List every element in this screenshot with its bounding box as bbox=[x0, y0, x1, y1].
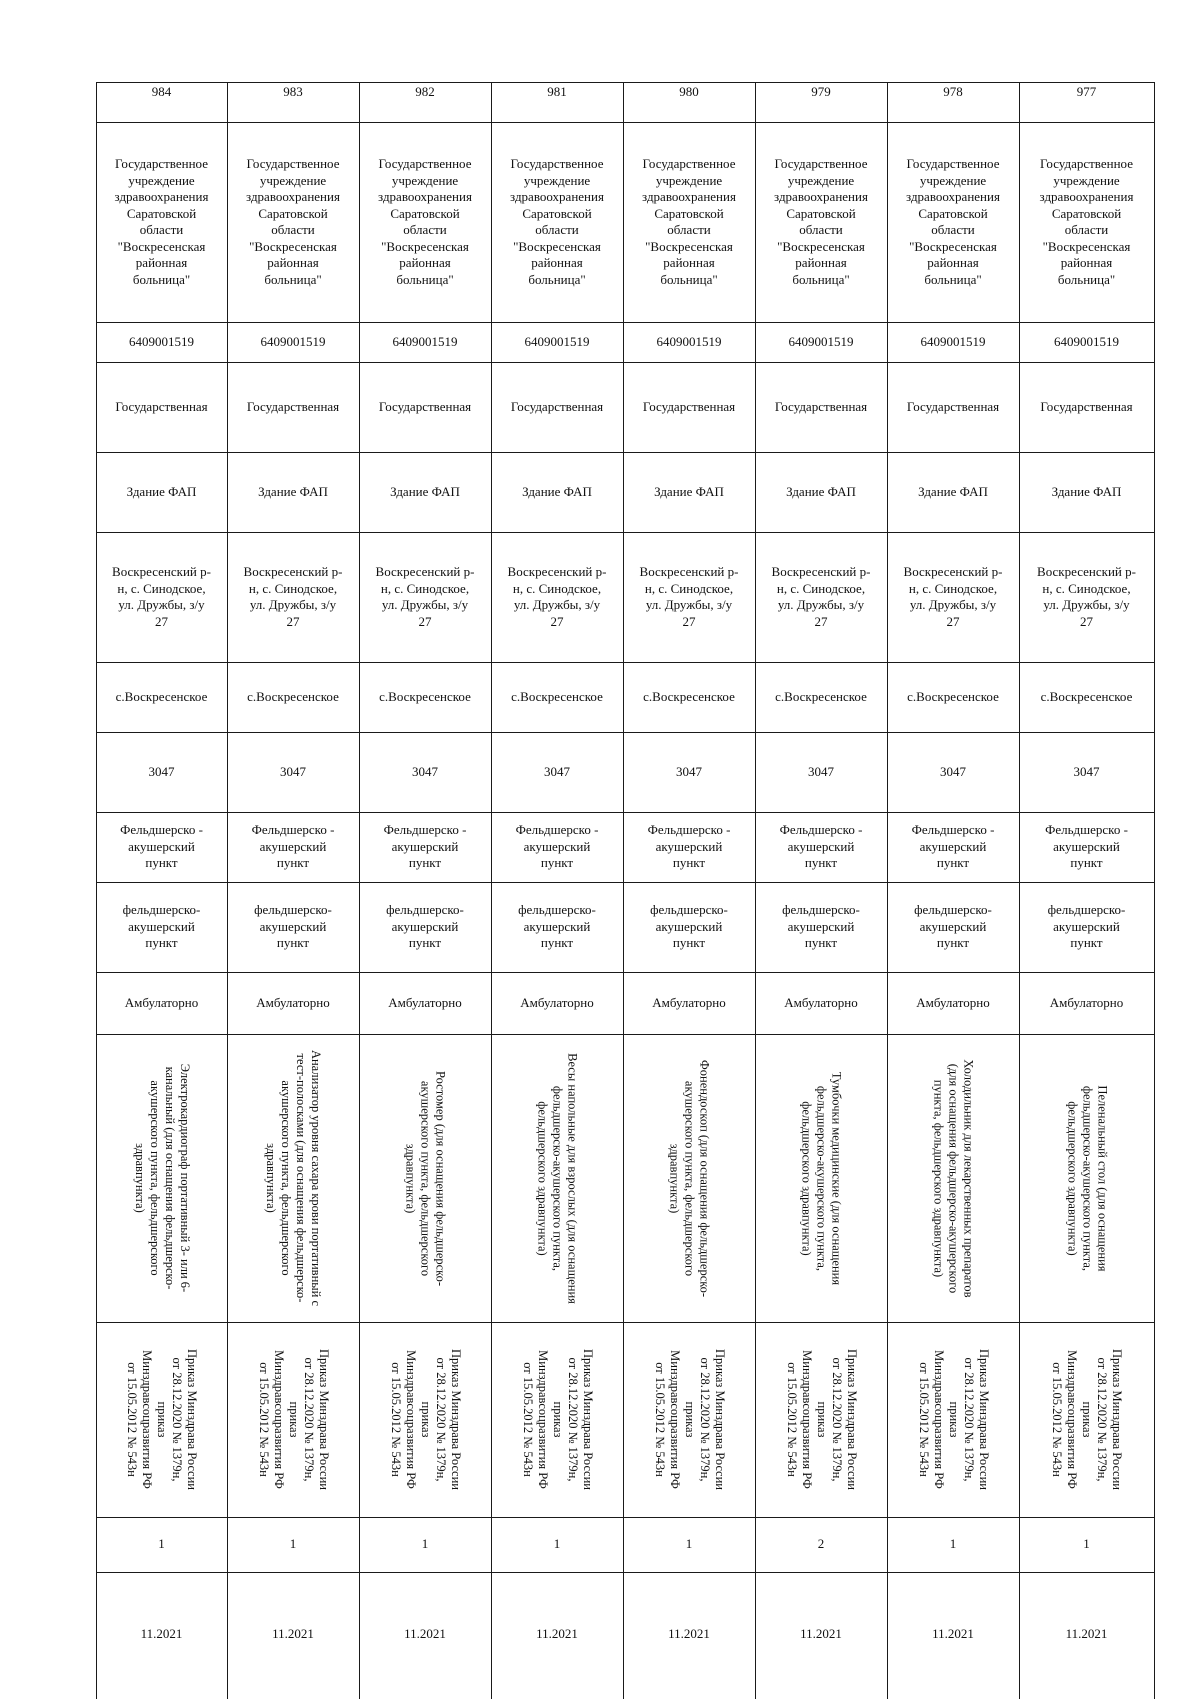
locality-code-text: 3047 bbox=[808, 763, 834, 779]
equipment-name-text: Холодильник для лекарственных препаратов (для оснащения фельдшерско-акушерского пункта, фельдшерского здравпункта) bbox=[931, 1058, 976, 1298]
equipment-name bbox=[96, 1034, 227, 1322]
delivery-date-text: 11.2021 bbox=[800, 1626, 842, 1642]
building-name-text: Здание ФАП bbox=[918, 483, 988, 499]
care-form-text: Амбулаторно bbox=[388, 994, 462, 1010]
unit-type bbox=[1019, 812, 1154, 882]
locality-text: с.Воскресенское bbox=[511, 688, 603, 704]
locality-code bbox=[1019, 732, 1154, 812]
locality-code-text: 3047 bbox=[676, 763, 702, 779]
equipment-name bbox=[359, 1034, 491, 1322]
ownership-form bbox=[96, 362, 227, 452]
building-name-text: Здание ФАП bbox=[522, 483, 592, 499]
unit-name bbox=[96, 882, 227, 972]
building-name-text: Здание ФАП bbox=[126, 483, 197, 499]
building-name bbox=[359, 452, 491, 532]
locality-text: с.Воскресенское bbox=[1040, 688, 1133, 704]
ownership-form-text: Государственная bbox=[642, 398, 736, 414]
locality bbox=[96, 662, 227, 732]
record-number bbox=[623, 82, 755, 122]
care-form-text: Амбулаторно bbox=[652, 994, 726, 1010]
quantity bbox=[491, 1517, 623, 1572]
ownership-form-text: Государственная bbox=[510, 398, 604, 414]
address bbox=[227, 532, 359, 662]
organization-name bbox=[1019, 122, 1154, 322]
record-number bbox=[96, 82, 227, 122]
delivery-date bbox=[491, 1572, 623, 1697]
record-number-text: 978 bbox=[943, 84, 963, 99]
delivery-date bbox=[887, 1572, 1019, 1697]
locality bbox=[887, 662, 1019, 732]
building-name bbox=[227, 452, 359, 532]
equipment-name-text: Тумбочки медицинские (для оснащения фельдшерско-акушерского пункта, фельдшерского здравпункта) bbox=[799, 1071, 844, 1285]
ownership-form-text: Государственная bbox=[774, 398, 868, 414]
care-form-text: Амбулаторно bbox=[124, 994, 199, 1010]
record-number-text: 977 bbox=[1076, 84, 1097, 99]
order-reference-text: Приказ Минздрава России от 28.12.2020 № 1379н, приказ Минздравсоцразвития РФ от 15.05.2012 № 543н bbox=[125, 1349, 199, 1490]
ownership-form-text: Государственная bbox=[115, 398, 208, 414]
unit-name-text: фельдшерско- акушерский пункт bbox=[518, 902, 596, 951]
inn-value-text: 6409001519 bbox=[920, 333, 986, 349]
locality bbox=[1019, 662, 1154, 732]
building-name bbox=[96, 452, 227, 532]
ownership-form bbox=[359, 362, 491, 452]
address-text: Воскресенский р- н, с. Синодское, ул. Дружбы, з/у 27 bbox=[375, 564, 475, 629]
equipment-name-text: Электрокардиограф портативный 3- или 6- канальный (для оснащения фельдшерско- акушерского пункта, фельдшерского здравпункта) bbox=[132, 1063, 192, 1293]
quantity-text: 1 bbox=[421, 1536, 429, 1552]
address-text: Воскресенский р- н, с. Синодское, ул. Дружбы, з/у 27 bbox=[507, 564, 607, 629]
delivery-date-text: 11.2021 bbox=[536, 1626, 578, 1642]
inn-value bbox=[359, 322, 491, 362]
locality-text: с.Воскресенское bbox=[775, 688, 867, 704]
locality-text: с.Воскресенское bbox=[115, 688, 208, 704]
locality-code bbox=[755, 732, 887, 812]
care-form bbox=[887, 972, 1019, 1034]
unit-name-text: фельдшерско- акушерский пункт bbox=[650, 902, 728, 951]
unit-type bbox=[227, 812, 359, 882]
locality-code bbox=[359, 732, 491, 812]
locality-text: с.Воскресенское bbox=[907, 688, 999, 704]
organization-name bbox=[491, 122, 623, 322]
equipment-name bbox=[491, 1034, 623, 1322]
organization-name bbox=[96, 122, 227, 322]
record-number bbox=[491, 82, 623, 122]
record-number-text: 983 bbox=[283, 84, 303, 99]
quantity bbox=[96, 1517, 227, 1572]
order-reference-text: Приказ Минздрава России от 28.12.2020 № 1379н, приказ Минздравсоцразвития РФ от 15.05.2012 № 543н bbox=[388, 1349, 463, 1490]
order-reference bbox=[227, 1322, 359, 1517]
care-form bbox=[491, 972, 623, 1034]
unit-name bbox=[887, 882, 1019, 972]
address-text: Воскресенский р- н, с. Синодское, ул. Дружбы, з/у 27 bbox=[243, 564, 343, 629]
unit-type-text: Фельдшерско - акушерский пункт bbox=[120, 822, 203, 871]
unit-type-text: Фельдшерско - акушерский пункт bbox=[383, 822, 467, 871]
equipment-name-text: Анализатор уровня сахара крови портативный с тест-полосками (для оснащения фельдшерско- акушерского пункта, фельдшерского здравпункта) bbox=[264, 1049, 323, 1307]
delivery-date bbox=[96, 1572, 227, 1697]
locality bbox=[755, 662, 887, 732]
unit-type bbox=[755, 812, 887, 882]
care-form bbox=[1019, 972, 1154, 1034]
locality bbox=[491, 662, 623, 732]
unit-type bbox=[887, 812, 1019, 882]
equipment-name bbox=[887, 1034, 1019, 1322]
address-text: Воскресенский р- н, с. Синодское, ул. Дружбы, з/у 27 bbox=[903, 564, 1003, 629]
address bbox=[755, 532, 887, 662]
address-text: Воскресенский р- н, с. Синодское, ул. Дружбы, з/у 27 bbox=[112, 564, 211, 629]
unit-name-text: фельдшерско- акушерский пункт bbox=[386, 902, 464, 951]
care-form bbox=[96, 972, 227, 1034]
unit-name bbox=[1019, 882, 1154, 972]
record-number-text: 981 bbox=[547, 84, 567, 99]
unit-type-text: Фельдшерско - акушерский пункт bbox=[647, 822, 731, 871]
building-name-text: Здание ФАП bbox=[654, 483, 724, 499]
equipment-name bbox=[1019, 1034, 1154, 1322]
building-name-text: Здание ФАП bbox=[390, 483, 460, 499]
building-name bbox=[1019, 452, 1154, 532]
address-text: Воскресенский р- н, с. Синодское, ул. Дружбы, з/у 27 bbox=[639, 564, 739, 629]
ownership-form bbox=[887, 362, 1019, 452]
delivery-date bbox=[227, 1572, 359, 1697]
inn-value-text: 6409001519 bbox=[1054, 333, 1119, 349]
building-name bbox=[623, 452, 755, 532]
building-name bbox=[491, 452, 623, 532]
unit-name-text: фельдшерско- акушерский пункт bbox=[254, 902, 332, 951]
care-form-text: Амбулаторно bbox=[256, 994, 330, 1010]
delivery-date bbox=[623, 1572, 755, 1697]
organization-name bbox=[227, 122, 359, 322]
locality-code bbox=[623, 732, 755, 812]
address bbox=[623, 532, 755, 662]
inn-value bbox=[491, 322, 623, 362]
address bbox=[359, 532, 491, 662]
quantity bbox=[623, 1517, 755, 1572]
equipment-name bbox=[755, 1034, 887, 1322]
record-number bbox=[887, 82, 1019, 122]
record-number-text: 984 bbox=[151, 84, 172, 99]
quantity-text: 1 bbox=[553, 1536, 561, 1552]
order-reference-text: Приказ Минздрава России от 28.12.2020 № 1379н, приказ Минздравсоцразвития РФ от 15.05.2012 № 543н bbox=[916, 1349, 991, 1490]
ownership-form-text: Государственная bbox=[906, 398, 1000, 414]
address bbox=[96, 532, 227, 662]
unit-name-text: фельдшерско- акушерский пункт bbox=[1047, 902, 1126, 951]
care-form bbox=[755, 972, 887, 1034]
inn-value-text: 6409001519 bbox=[129, 333, 194, 349]
unit-type-text: Фельдшерско - акушерский пункт bbox=[779, 822, 863, 871]
unit-type bbox=[359, 812, 491, 882]
order-reference bbox=[96, 1322, 227, 1517]
locality-code bbox=[227, 732, 359, 812]
delivery-date bbox=[359, 1572, 491, 1697]
quantity-text: 1 bbox=[685, 1536, 693, 1552]
equipment-name-text: Фонендоскоп (для оснащения фельдшерско- акушерского пункта, фельдшерского здравпункта) bbox=[667, 1059, 712, 1297]
delivery-date bbox=[755, 1572, 887, 1697]
unit-type bbox=[491, 812, 623, 882]
unit-name-text: фельдшерско- акушерский пункт bbox=[122, 902, 201, 951]
locality-code-text: 3047 bbox=[940, 763, 966, 779]
organization-name-text: Государственное учреждение здравоохранения Саратовской области "Воскресенская районная больница" bbox=[906, 156, 1000, 287]
inn-value-text: 6409001519 bbox=[524, 333, 590, 349]
equipment-name-text: Ростомер (для оснащения фельдшерско- акушерского пункта, фельдшерского здравпункта) bbox=[403, 1070, 448, 1286]
table-column-border bbox=[1154, 82, 1155, 1699]
delivery-date-text: 11.2021 bbox=[932, 1626, 974, 1642]
locality-code-text: 3047 bbox=[412, 763, 438, 779]
unit-type-text: Фельдшерско - акушерский пункт bbox=[515, 822, 599, 871]
equipment-name-text: Пеленальный стол (для оснащения фельдшерско-акушерского пункта, фельдшерского здравпункта) bbox=[1065, 1084, 1109, 1272]
order-reference-text: Приказ Минздрава России от 28.12.2020 № 1379н, приказ Минздравсоцразвития РФ от 15.05.2012 № 543н bbox=[256, 1349, 331, 1490]
record-number bbox=[227, 82, 359, 122]
locality bbox=[227, 662, 359, 732]
record-number bbox=[755, 82, 887, 122]
record-number bbox=[359, 82, 491, 122]
ownership-form bbox=[491, 362, 623, 452]
quantity bbox=[359, 1517, 491, 1572]
ownership-form-text: Государственная bbox=[1040, 398, 1133, 414]
record-number-text: 982 bbox=[415, 84, 435, 99]
quantity bbox=[755, 1517, 887, 1572]
care-form-text: Амбулаторно bbox=[1049, 994, 1124, 1010]
order-reference-text: Приказ Минздрава России от 28.12.2020 № 1379н, приказ Минздравсоцразвития РФ от 15.05.2012 № 543н bbox=[652, 1349, 727, 1490]
address-text: Воскресенский р- н, с. Синодское, ул. Дружбы, з/у 27 bbox=[1037, 564, 1136, 629]
organization-name bbox=[887, 122, 1019, 322]
unit-type-text: Фельдшерско - акушерский пункт bbox=[251, 822, 335, 871]
inn-value bbox=[623, 322, 755, 362]
ownership-form bbox=[227, 362, 359, 452]
care-form-text: Амбулаторно bbox=[520, 994, 594, 1010]
equipment-name bbox=[623, 1034, 755, 1322]
unit-name bbox=[227, 882, 359, 972]
order-reference bbox=[755, 1322, 887, 1517]
building-name-text: Здание ФАП bbox=[258, 483, 328, 499]
inn-value bbox=[887, 322, 1019, 362]
record-number-text: 980 bbox=[679, 84, 699, 99]
locality-text: с.Воскресенское bbox=[643, 688, 735, 704]
building-name-text: Здание ФАП bbox=[786, 483, 856, 499]
unit-type bbox=[623, 812, 755, 882]
inn-value bbox=[1019, 322, 1154, 362]
locality-text: с.Воскресенское bbox=[379, 688, 471, 704]
organization-name bbox=[623, 122, 755, 322]
equipment-table bbox=[96, 82, 1154, 1697]
quantity-text: 1 bbox=[158, 1536, 165, 1552]
order-reference bbox=[1019, 1322, 1154, 1517]
ownership-form-text: Государственная bbox=[246, 398, 340, 414]
inn-value-text: 6409001519 bbox=[656, 333, 722, 349]
locality-code bbox=[96, 732, 227, 812]
care-form-text: Амбулаторно bbox=[784, 994, 858, 1010]
unit-type bbox=[96, 812, 227, 882]
order-reference bbox=[491, 1322, 623, 1517]
quantity-text: 1 bbox=[289, 1536, 297, 1552]
organization-name bbox=[359, 122, 491, 322]
care-form-text: Амбулаторно bbox=[916, 994, 990, 1010]
building-name bbox=[755, 452, 887, 532]
equipment-name-text: Весы напольные для взрослых (для оснащения фельдшерско-акушерского пункта, фельдшерского здравпункта) bbox=[535, 1052, 580, 1304]
organization-name-text: Государственное учреждение здравоохранения Саратовской области "Воскресенская районная больница" bbox=[510, 156, 604, 287]
organization-name-text: Государственное учреждение здравоохранения Саратовской области "Воскресенская районная больница" bbox=[246, 156, 340, 287]
building-name bbox=[887, 452, 1019, 532]
address bbox=[491, 532, 623, 662]
unit-name-text: фельдшерско- акушерский пункт bbox=[782, 902, 860, 951]
locality bbox=[623, 662, 755, 732]
quantity-text: 1 bbox=[1083, 1536, 1090, 1552]
care-form bbox=[623, 972, 755, 1034]
organization-name-text: Государственное учреждение здравоохранения Саратовской области "Воскресенская районная больница" bbox=[642, 156, 736, 287]
organization-name bbox=[755, 122, 887, 322]
locality bbox=[359, 662, 491, 732]
quantity bbox=[1019, 1517, 1154, 1572]
unit-name bbox=[623, 882, 755, 972]
record-number bbox=[1019, 82, 1154, 122]
inn-value-text: 6409001519 bbox=[392, 333, 458, 349]
quantity-text: 1 bbox=[949, 1536, 957, 1552]
locality-code-text: 3047 bbox=[1073, 763, 1100, 779]
building-name-text: Здание ФАП bbox=[1051, 483, 1122, 499]
order-reference-text: Приказ Минздрава России от 28.12.2020 № 1379н, приказ Минздравсоцразвития РФ от 15.05.2012 № 543н bbox=[784, 1349, 859, 1490]
delivery-date-text: 11.2021 bbox=[404, 1626, 446, 1642]
ownership-form bbox=[1019, 362, 1154, 452]
organization-name-text: Государственное учреждение здравоохранения Саратовской области "Воскресенская районная больница" bbox=[1039, 156, 1134, 287]
ownership-form bbox=[755, 362, 887, 452]
care-form bbox=[227, 972, 359, 1034]
inn-value bbox=[96, 322, 227, 362]
unit-name bbox=[359, 882, 491, 972]
care-form bbox=[359, 972, 491, 1034]
order-reference bbox=[359, 1322, 491, 1517]
quantity bbox=[887, 1517, 1019, 1572]
address bbox=[887, 532, 1019, 662]
address-text: Воскресенский р- н, с. Синодское, ул. Дружбы, з/у 27 bbox=[771, 564, 871, 629]
locality-code-text: 3047 bbox=[148, 763, 175, 779]
locality-code bbox=[887, 732, 1019, 812]
quantity-text: 2 bbox=[817, 1536, 825, 1552]
address bbox=[1019, 532, 1154, 662]
unit-name-text: фельдшерско- акушерский пункт bbox=[914, 902, 992, 951]
unit-name bbox=[491, 882, 623, 972]
inn-value-text: 6409001519 bbox=[260, 333, 326, 349]
locality-code-text: 3047 bbox=[544, 763, 570, 779]
unit-type-text: Фельдшерско - акушерский пункт bbox=[1045, 822, 1128, 871]
ownership-form-text: Государственная bbox=[378, 398, 472, 414]
record-number-text: 979 bbox=[811, 84, 831, 99]
ownership-form bbox=[623, 362, 755, 452]
delivery-date-text: 11.2021 bbox=[668, 1626, 710, 1642]
order-reference bbox=[887, 1322, 1019, 1517]
order-reference bbox=[623, 1322, 755, 1517]
unit-type-text: Фельдшерско - акушерский пункт bbox=[911, 822, 995, 871]
equipment-name bbox=[227, 1034, 359, 1322]
inn-value-text: 6409001519 bbox=[788, 333, 854, 349]
unit-name bbox=[755, 882, 887, 972]
inn-value bbox=[755, 322, 887, 362]
delivery-date-text: 11.2021 bbox=[272, 1626, 314, 1642]
delivery-date bbox=[1019, 1572, 1154, 1697]
order-reference-text: Приказ Минздрава России от 28.12.2020 № 1379н, приказ Минздравсоцразвития РФ от 15.05.2012 № 543н bbox=[1050, 1349, 1124, 1490]
organization-name-text: Государственное учреждение здравоохранения Саратовской области "Воскресенская районная больница" bbox=[378, 156, 472, 287]
locality-code-text: 3047 bbox=[280, 763, 306, 779]
organization-name-text: Государственное учреждение здравоохранения Саратовской области "Воскресенская районная больница" bbox=[114, 156, 209, 287]
organization-name-text: Государственное учреждение здравоохранения Саратовской области "Воскресенская районная больница" bbox=[774, 156, 868, 287]
locality-code bbox=[491, 732, 623, 812]
delivery-date-text: 11.2021 bbox=[140, 1626, 183, 1642]
quantity bbox=[227, 1517, 359, 1572]
locality-text: с.Воскресенское bbox=[247, 688, 339, 704]
delivery-date-text: 11.2021 bbox=[1065, 1626, 1108, 1642]
inn-value bbox=[227, 322, 359, 362]
order-reference-text: Приказ Минздрава России от 28.12.2020 № 1379н, приказ Минздравсоцразвития РФ от 15.05.2012 № 543н bbox=[520, 1349, 595, 1490]
